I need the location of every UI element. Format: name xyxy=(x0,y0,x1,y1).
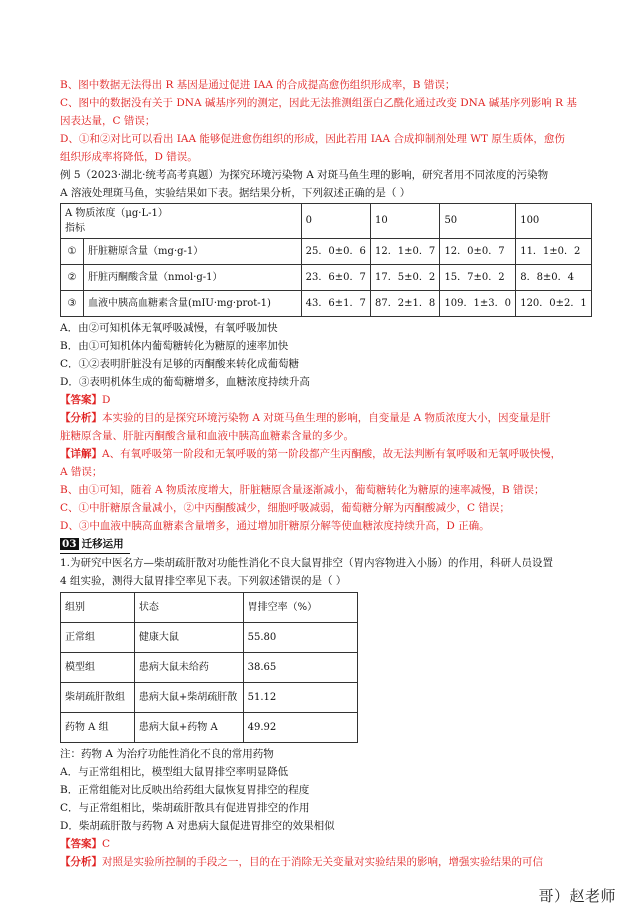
table-header-cell xyxy=(61,204,302,239)
explanation-line: B、图中数据无法得出 R 基因是通过促进 IAA 的合成提高愈伤组织形成率，B 错误； xyxy=(60,79,456,91)
concentration-100: 100 xyxy=(516,204,592,239)
detail-line: C、①中肝糖原含量减小，②中丙酮酸减少，细胞呼吸减弱，葡萄糖分解为丙酮酸减少，C 错误； xyxy=(60,502,510,514)
option-d: D．③表明机体生成的葡萄糖增多，血糖浓度持续升高 xyxy=(60,376,310,388)
header-rate: 胃排空率（%） xyxy=(243,593,357,623)
explanation-line: 因表达量，C 错误； xyxy=(60,115,156,127)
example5-detail xyxy=(60,445,592,535)
table-row xyxy=(61,239,592,265)
row-number: ③ xyxy=(61,291,84,317)
analysis-line: 本实验的目的是探究环境污染物 A 对斑马鱼生理的影响，自变量是 A 物质浓度大小，因变量是肝 xyxy=(102,412,551,424)
table-cell: 药物 A 组 xyxy=(61,713,135,743)
table-header-row xyxy=(61,593,358,623)
table-cell: 8．8±0．4 xyxy=(516,265,592,291)
explanation-line: C、图中的数据没有关于 DNA 碱基序列的测定，因此无法推测组蛋白乙酰化通过改变 DNA 碱基序列影响 R 基 xyxy=(60,97,577,109)
question1-options xyxy=(60,763,592,835)
detail-tag: 【详解】 xyxy=(60,448,102,460)
example5-analysis xyxy=(60,409,592,445)
table-cell: 正常组 xyxy=(61,623,135,653)
table-cell: 患病大鼠未给药 xyxy=(134,653,243,683)
table-cell: 健康大鼠 xyxy=(134,623,243,653)
analysis-tag: 【分析】 xyxy=(60,412,102,424)
answer-tag: 【答案】 xyxy=(60,394,102,406)
table-cell: 38.65 xyxy=(243,653,357,683)
table-cell: 12．0±0．7 xyxy=(440,239,516,265)
option-b: B．正常组能对比反映出给药组大鼠恢复胃排空的程度 xyxy=(60,784,310,796)
gastric-emptying-table xyxy=(60,592,358,743)
concentration-10: 10 xyxy=(371,204,440,239)
table-cell: 23．6±0．7 xyxy=(301,265,370,291)
analysis-line: 脏糖原含量、肝脏丙酮酸含量和血液中胰高血糖素含量的多少。 xyxy=(60,430,354,442)
detail-line: B、由①可知，随着 A 物质浓度增大，肝脏糖原含量逐渐减小，葡萄糖转化为糖原的速率减慢，B 错误； xyxy=(60,484,545,496)
option-a: A．与正常组相比，模型组大鼠胃排空率明显降低 xyxy=(60,766,289,778)
table-cell: 17．5±0．2 xyxy=(371,265,440,291)
header-group: 组别 xyxy=(61,593,135,623)
detail-line: A 错误； xyxy=(60,466,103,478)
indicator-name: 血液中胰高血糖素含量(mIU·mg·prot-1) xyxy=(84,291,302,317)
table-cell: 51.12 xyxy=(243,683,357,713)
concentration-50: 50 xyxy=(440,204,516,239)
option-c: C．与正常组相比，柴胡疏肝散具有促进胃排空的作用 xyxy=(60,802,310,814)
table-row xyxy=(61,265,592,291)
table-cell: 25．0±0．6 xyxy=(301,239,370,265)
row-number: ① xyxy=(61,239,84,265)
indicator-label: 指标 xyxy=(65,223,85,234)
table-cell: 柴胡疏肝散组 xyxy=(61,683,135,713)
table-cell: 11．1±0．2 xyxy=(516,239,592,265)
answer-value: C xyxy=(102,838,111,850)
table-cell: 15．7±0．2 xyxy=(440,265,516,291)
question-line: 4 组实验，测得大鼠胃排空率见下表。下列叙述错误的是（ ） xyxy=(60,575,347,587)
row-number: ② xyxy=(61,265,84,291)
question1-answer xyxy=(60,835,592,853)
question1-analysis xyxy=(60,853,592,871)
previous-explanation xyxy=(60,76,592,166)
question-line: 1.为研究中医名方—柴胡疏肝散对功能性消化不良大鼠胃排空（胃内容物进入小肠）的作用，科研人员设置 xyxy=(60,557,554,569)
detail-line: A、有氧呼吸第一阶段和无氧呼吸的第一阶段都产生丙酮酸，故无法判断有氧呼吸和无氧呼吸快慢， xyxy=(102,448,562,460)
pollutant-data-table xyxy=(60,203,592,317)
table-cell: 患病大鼠+柴胡疏肝散 xyxy=(134,683,243,713)
question-line: A 溶液处理斑马鱼，实验结果如下表。据结果分析，下列叙述正确的是（ ） xyxy=(60,187,411,199)
option-c: C．①②表明肝脏没有足够的丙酮酸来转化成葡萄糖 xyxy=(60,358,300,370)
explanation-line: D、①和②对比可以看出 IAA 能够促进愈伤组织的形成，因此若用 IAA 合成抑制剂处理 WT 原生质体，愈伤 xyxy=(60,133,565,145)
example5-answer xyxy=(60,391,592,409)
analysis-tag: 【分析】 xyxy=(60,856,102,868)
question1 xyxy=(60,554,592,590)
table-cell: 模型组 xyxy=(61,653,135,683)
analysis-line: 对照是实验所控制的手段之一，目的在于消除无关变量对实验结果的影响，增强实验结果的可信 xyxy=(102,856,543,868)
answer-value: D xyxy=(102,394,111,406)
concentration-0: 0 xyxy=(301,204,370,239)
answer-tag: 【答案】 xyxy=(60,838,102,850)
example5-question xyxy=(60,166,592,202)
option-a: A．由②可知机体无氧呼吸减慢，有氧呼吸加快 xyxy=(60,322,278,334)
table-cell: 患病大鼠+药物 A xyxy=(134,713,243,743)
author-watermark: 哥）赵老师 xyxy=(538,887,616,905)
table-row xyxy=(61,653,358,683)
section-title: 迁移运用 xyxy=(81,538,124,550)
table-cell: 12．1±0．7 xyxy=(371,239,440,265)
table-row xyxy=(61,291,592,317)
section-number: 03 xyxy=(62,538,77,550)
document-page xyxy=(60,76,592,871)
table-cell: 49.92 xyxy=(243,713,357,743)
table-row xyxy=(61,623,358,653)
table-cell: 87．2±1．8 xyxy=(371,291,440,317)
indicator-name: 肝脏丙酮酸含量（nmol·g-1） xyxy=(84,265,302,291)
header-state: 状态 xyxy=(134,593,243,623)
table-cell: 109．1±3．0 xyxy=(440,291,516,317)
table-cell: 55.80 xyxy=(243,623,357,653)
section-heading xyxy=(60,535,592,554)
table-note: 注：药物 A 为治疗功能性消化不良的常用药物 xyxy=(60,748,274,760)
table-row xyxy=(61,683,358,713)
question-line: 例 5（2023·湖北·统考高考真题）为探究环境污染物 A 对斑马鱼生理的影响，研究者用不同浓度的污染物 xyxy=(60,169,549,181)
concentration-label: A 物质浓度（μg·L-1） xyxy=(65,208,168,219)
table-cell: 120．0±2．1 xyxy=(516,291,592,317)
table-header-row xyxy=(61,204,592,239)
indicator-name: 肝脏糖原含量（mg·g-1） xyxy=(84,239,302,265)
detail-line: D、③中血液中胰高血糖素含量增多，通过增加肝糖原分解等使血糖浓度持续升高，D 正确。 xyxy=(60,520,490,532)
explanation-line: 组织形成率将降低，D 错误。 xyxy=(60,151,198,163)
option-d: D．柴胡疏肝散与药物 A 对患病大鼠促进胃排空的效果相似 xyxy=(60,820,335,832)
example5-options xyxy=(60,319,592,391)
table-row xyxy=(61,713,358,743)
table-cell: 43．6±1．7 xyxy=(301,291,370,317)
option-b: B．由①可知机体内葡萄糖转化为糖原的速率加快 xyxy=(60,340,289,352)
